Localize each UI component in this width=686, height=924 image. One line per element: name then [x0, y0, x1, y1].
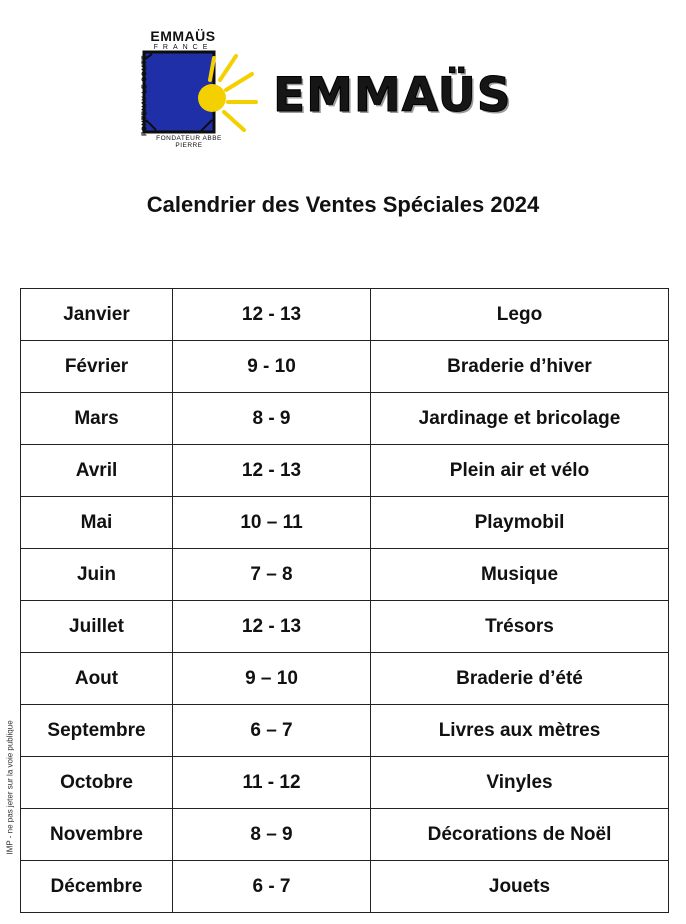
brand-wordmark: EMMAÜS — [273, 68, 512, 123]
dates-cell: 10 – 11 — [173, 497, 371, 549]
table-row — [21, 341, 669, 393]
theme-cell: Lego — [371, 289, 669, 341]
month-cell: Février — [21, 341, 173, 393]
logo-country: FRANCE — [153, 44, 213, 51]
month-cell: Avril — [21, 445, 173, 497]
emmaus-logo — [130, 22, 260, 147]
month-cell: Mai — [21, 497, 173, 549]
month-cell: Juin — [21, 549, 173, 601]
theme-cell: Playmobil — [371, 497, 669, 549]
table-row — [21, 393, 669, 445]
theme-cell: Vinyles — [371, 757, 669, 809]
table-row — [21, 289, 669, 341]
table-row — [21, 809, 669, 861]
logo-name: EMMAÜS — [150, 28, 216, 44]
month-cell: Janvier — [21, 289, 173, 341]
logo-founder: FONDATEUR ABBE PIERRE — [156, 135, 222, 149]
logo-location: FONTENAY LE COMTE — [141, 55, 149, 136]
dates-cell: 7 – 8 — [173, 549, 371, 601]
dates-cell: 8 - 9 — [173, 393, 371, 445]
table-row — [21, 705, 669, 757]
dates-cell: 12 - 13 — [173, 445, 371, 497]
theme-cell: Plein air et vélo — [371, 445, 669, 497]
month-cell: Décembre — [21, 861, 173, 913]
month-cell: Mars — [21, 393, 173, 445]
dates-cell: 11 - 12 — [173, 757, 371, 809]
logo-sun-icon — [140, 50, 260, 135]
dates-cell: 12 - 13 — [173, 601, 371, 653]
theme-cell: Décorations de Noël — [371, 809, 669, 861]
table-row — [21, 653, 669, 705]
dates-cell: 9 - 10 — [173, 341, 371, 393]
table-row — [21, 861, 669, 913]
month-cell: Septembre — [21, 705, 173, 757]
table-row — [21, 445, 669, 497]
dates-cell: 6 – 7 — [173, 705, 371, 757]
theme-cell: Braderie d’été — [371, 653, 669, 705]
table-row — [21, 601, 669, 653]
theme-cell: Musique — [371, 549, 669, 601]
calendar-table — [20, 288, 669, 913]
dates-cell: 9 – 10 — [173, 653, 371, 705]
dates-cell: 6 - 7 — [173, 861, 371, 913]
theme-cell: Jouets — [371, 861, 669, 913]
theme-cell: Jardinage et bricolage — [371, 393, 669, 445]
month-cell: Aout — [21, 653, 173, 705]
side-note: IMP - ne pas jeter sur la voie publique — [5, 720, 15, 855]
dates-cell: 12 - 13 — [173, 289, 371, 341]
page-title: Calendrier des Ventes Spéciales 2024 — [146, 192, 540, 217]
theme-cell: Livres aux mètres — [371, 705, 669, 757]
dates-cell: 8 – 9 — [173, 809, 371, 861]
table-row — [21, 757, 669, 809]
theme-cell: Braderie d’hiver — [371, 341, 669, 393]
theme-cell: Trésors — [371, 601, 669, 653]
table-row — [21, 549, 669, 601]
month-cell: Novembre — [21, 809, 173, 861]
month-cell: Octobre — [21, 757, 173, 809]
month-cell: Juillet — [21, 601, 173, 653]
table-row — [21, 497, 669, 549]
